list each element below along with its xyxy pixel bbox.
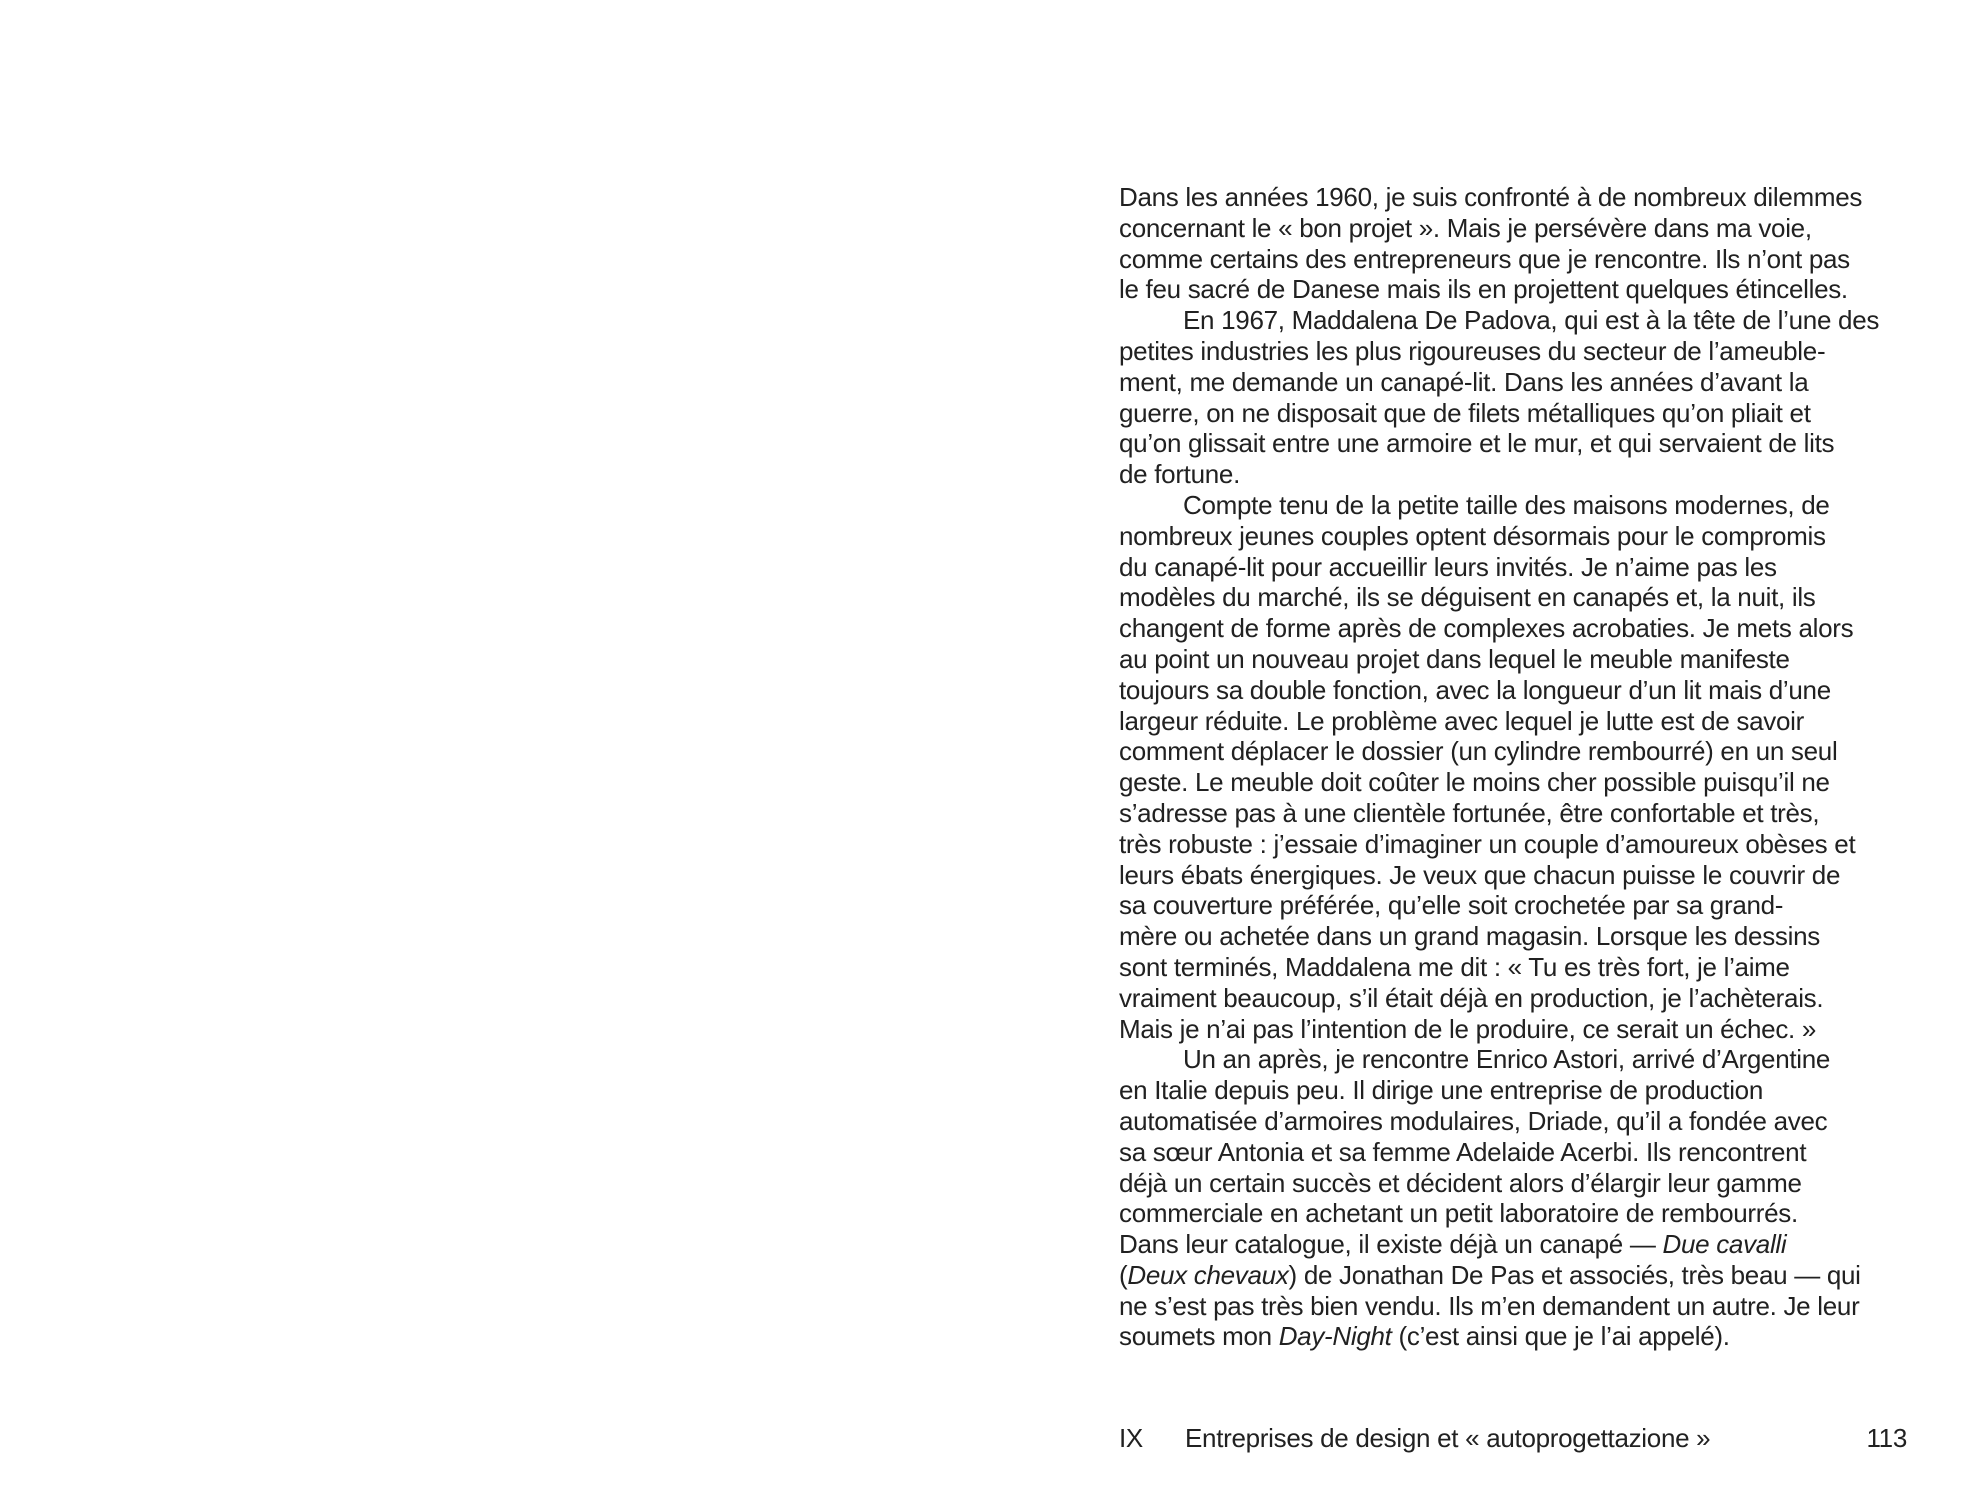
text-line: geste. Le meuble doit coûter le moins cher possible puisqu’il ne xyxy=(1119,767,1830,798)
text-line: comme certains des entrepreneurs que je rencontre. Ils n’ont pas xyxy=(1119,243,1850,274)
body-text xyxy=(1119,182,1914,1352)
chapter-title: Entreprises de design et « autoprogettazione » xyxy=(1185,1423,1711,1453)
text-line: déjà un certain succès et décident alors d’élargir leur gamme xyxy=(1119,1167,1802,1198)
text-line: Un an après, je rencontre Enrico Astori, arrivé d’Argentine xyxy=(1183,1044,1831,1075)
text-line: (Deux chevaux) de Jonathan De Pas et associés, très beau — qui xyxy=(1119,1259,1861,1290)
text-line: leurs ébats énergiques. Je veux que chacun puisse le couvrir de xyxy=(1119,859,1841,890)
text-line: le feu sacré de Danese mais ils en projettent quelques étincelles. xyxy=(1119,274,1848,305)
text-line: automatisée d’armoires modulaires, Driade, qu’il a fondée avec xyxy=(1119,1105,1828,1136)
text-line: sa couverture préférée, qu’elle soit crochetée par sa grand- xyxy=(1119,890,1784,921)
text-line: En 1967, Maddalena De Padova, qui est à la tête de l’une des xyxy=(1183,305,1880,336)
text-line: du canapé-lit pour accueillir leurs invités. Je n’aime pas les xyxy=(1119,551,1777,582)
page-number: 113 xyxy=(1866,1423,1907,1453)
page-footer xyxy=(1119,1422,1907,1454)
text-line: commerciale en achetant un petit laboratoire de rembourrés. xyxy=(1119,1198,1798,1229)
text-line: Dans leur catalogue, il existe déjà un canapé — Due cavalli xyxy=(1119,1229,1787,1260)
text-line: changent de forme après de complexes acrobaties. Je mets alors xyxy=(1119,613,1854,644)
text-line: Mais je n’ai pas l’intention de le produire, ce serait un échec. » xyxy=(1119,1013,1817,1044)
text-line: s’adresse pas à une clientèle fortunée, être confortable et très, xyxy=(1119,797,1820,828)
text-line: modèles du marché, ils se déguisent en canapés et, la nuit, ils xyxy=(1119,582,1816,613)
text-line: qu’on glissait entre une armoire et le mur, et qui servaient de lits xyxy=(1119,428,1835,459)
text-line: sa sœur Antonia et sa femme Adelaide Acerbi. Ils rencontrent xyxy=(1119,1136,1807,1167)
text-line: toujours sa double fonction, avec la longueur d’un lit mais d’une xyxy=(1119,674,1831,705)
chapter-number: IX xyxy=(1119,1423,1143,1453)
text-line: guerre, on ne disposait que de filets métalliques qu’on pliait et xyxy=(1119,397,1811,428)
text-line: sont terminés, Maddalena me dit : « Tu es très fort, je l’aime xyxy=(1119,951,1790,982)
text-line: mère ou achetée dans un grand magasin. Lorsque les dessins xyxy=(1119,921,1820,952)
text-line: nombreux jeunes couples optent désormais pour le compromis xyxy=(1119,520,1826,551)
text-line: soumets mon Day-Night (c’est ainsi que je l’ai appelé). xyxy=(1119,1321,1730,1352)
text-line: largeur réduite. Le problème avec lequel je lutte est de savoir xyxy=(1119,705,1804,736)
text-line: Compte tenu de la petite taille des maisons modernes, de xyxy=(1183,489,1830,520)
text-line: concernant le « bon projet ». Mais je persévère dans ma voie, xyxy=(1119,212,1812,243)
text-line: petites industries les plus rigoureuses du secteur de l’ameuble- xyxy=(1119,335,1826,366)
text-line: en Italie depuis peu. Il dirige une entreprise de production xyxy=(1119,1075,1763,1106)
text-line: vraiment beaucoup, s’il était déjà en production, je l’achèterais. xyxy=(1119,982,1824,1013)
text-line: comment déplacer le dossier (un cylindre rembourré) en un seul xyxy=(1119,736,1838,767)
text-line: ne s’est pas très bien vendu. Ils m’en demandent un autre. Je leur xyxy=(1119,1290,1860,1321)
text-line: au point un nouveau projet dans lequel le meuble manifeste xyxy=(1119,643,1790,674)
text-line: ment, me demande un canapé-lit. Dans les années d’avant la xyxy=(1119,366,1809,397)
text-line: Dans les années 1960, je suis confronté à de nombreux dilemmes xyxy=(1119,182,1863,212)
text-line: très robuste : j’essaie d’imaginer un couple d’amoureux obèses et xyxy=(1119,828,1856,859)
text-line: de fortune. xyxy=(1119,459,1241,490)
